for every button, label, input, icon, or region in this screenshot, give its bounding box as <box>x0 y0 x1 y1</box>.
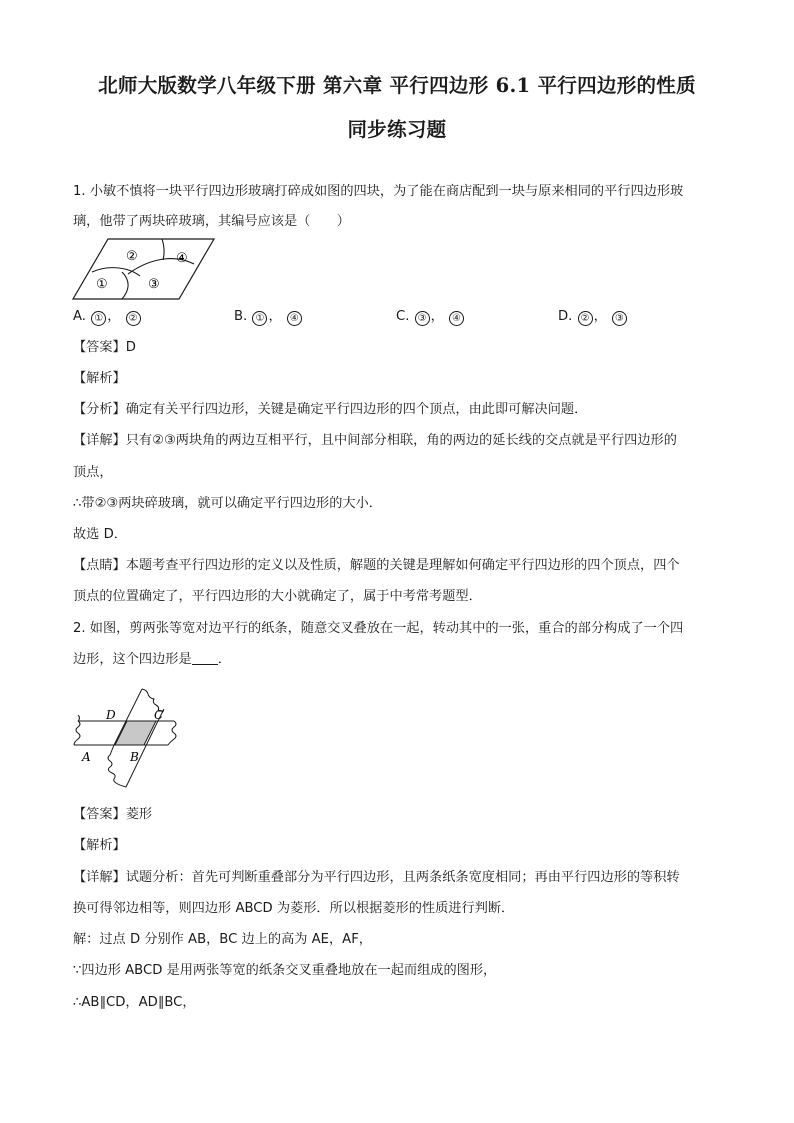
option-letter: A. <box>73 309 86 324</box>
fenxi-tag: 【分析】 <box>73 402 126 417</box>
q1-xiangjie-line-4: 故选 D． <box>73 527 127 542</box>
q1-stem-line-1: 1. 小敏不慎将一块平行四边形玻璃打碎成如图的四块，为了能在商店配到一块与原来相同的平行四边形玻 <box>73 184 684 199</box>
q2-vertex-label-b: B <box>130 750 139 764</box>
option-number: ① <box>91 311 106 326</box>
q2-vertex-label-d: D <box>106 708 116 722</box>
q1-figure-label-2: ② <box>126 249 138 264</box>
q1-xiangjie-line-2: 顶点， <box>73 465 113 480</box>
document-title-line-2: 同步练习题 <box>347 118 447 141</box>
option-number: ② <box>578 311 593 326</box>
stem-text: 边形，这个四边形是 <box>73 652 192 667</box>
q1-xiangjie-line-3: ∴带②③两块碎玻璃，就可以确定平行四边形的大小． <box>73 496 382 511</box>
q1-dianjing-line-1 <box>73 557 680 575</box>
q1-option-c[interactable]: C. ③ ， ④ <box>396 308 465 326</box>
answer-blank[interactable] <box>192 652 218 665</box>
q2-vertex-label-c: C <box>154 708 164 722</box>
option-letter: D. <box>558 309 573 324</box>
q2-analysis-heading: 【解析】 <box>73 838 126 853</box>
xiangjie-text: 只有②③两块角的两边互相平行，且中间部分相联，角的两边的延长线的交点就是平行四边形的 <box>125 433 677 448</box>
dianjing-text: 本题考查平行四边形的定义以及性质，解题的关键是理解如何确定平行四边形的四个顶点，四个 <box>125 558 680 573</box>
dianjing-tag: 【点睛】 <box>73 558 126 573</box>
q1-fenxi <box>73 401 587 419</box>
answer-tag: 【答案】 <box>73 807 126 822</box>
q1-answer <box>73 339 136 357</box>
xiangjie-text: 试题分析：首先可判断重叠部分为平行四边形，且两条纸条宽度相同；再由平行四边形的等积转 <box>125 870 680 885</box>
xiangjie-tag: 【详解】 <box>73 870 126 885</box>
answer-value: 菱形 <box>125 807 153 822</box>
answer-value: D <box>125 340 136 355</box>
q1-option-b[interactable]: B. ① ， ④ <box>234 308 303 326</box>
q2-answer <box>73 806 152 824</box>
option-number: ① <box>252 311 267 326</box>
document-title-line-1: 北师大版数学八年级下册 第六章 平行四边形 6.1 平行四边形的性质 <box>98 74 696 97</box>
option-letter: C. <box>396 309 410 324</box>
q2-vertex-label-a: A <box>82 750 91 764</box>
option-letter: B. <box>234 309 248 324</box>
option-number: ④ <box>449 311 464 326</box>
q2-paper-strips-figure <box>70 683 182 791</box>
option-number: ② <box>126 311 141 326</box>
q1-figure-label-1: ① <box>96 277 108 292</box>
q2-solution-line-1: 解：过点 D 分别作 AB，BC 边上的高为 AE，AF， <box>73 932 372 947</box>
xiangjie-tag: 【详解】 <box>73 433 126 448</box>
q1-xiangjie-line-1 <box>73 432 677 450</box>
option-number: ③ <box>415 311 430 326</box>
q2-stem-line-1: 2. 如图，剪两张等宽对边平行的纸条，随意交叉叠放在一起，转动其中的一张，重合的部分构成了一个四 <box>73 621 684 636</box>
answer-tag: 【答案】 <box>73 340 126 355</box>
q1-stem-line-2: 璃，他带了两块碎玻璃，其编号应该是（ ） <box>73 214 350 229</box>
q2-xiangjie-line-1 <box>73 869 680 887</box>
q2-stem-line-2 <box>73 651 231 669</box>
q2-xiangjie-line-2: 换可得邻边相等，则四边形 ABCD 为菱形．所以根据菱形的性质进行判断． <box>73 901 515 916</box>
q1-option-a[interactable]: A. ① ， ② <box>73 308 142 326</box>
q2-solution-line-2: ∵四边形 ABCD 是用两张等宽的纸条交叉重叠地放在一起而组成的图形， <box>73 963 497 978</box>
option-number: ④ <box>287 311 302 326</box>
fenxi-text: 确定有关平行四边形，关键是确定平行四边形的四个顶点，由此即可解决问题． <box>125 402 588 417</box>
q2-solution-line-3: ∴AB∥CD，AD∥BC， <box>73 995 196 1010</box>
q1-dianjing-line-2: 顶点的位置确定了，平行四边形的大小就确定了，属于中考常考题型． <box>73 589 482 604</box>
q1-analysis-heading: 【解析】 <box>73 371 126 386</box>
q1-figure-label-3: ③ <box>148 277 160 292</box>
q1-broken-glass-figure <box>70 236 218 302</box>
stem-end: ． <box>217 652 231 667</box>
q1-figure-label-4: ④ <box>176 251 188 266</box>
option-number: ③ <box>612 311 627 326</box>
q1-option-d[interactable]: D. ② ， ③ <box>558 308 628 326</box>
